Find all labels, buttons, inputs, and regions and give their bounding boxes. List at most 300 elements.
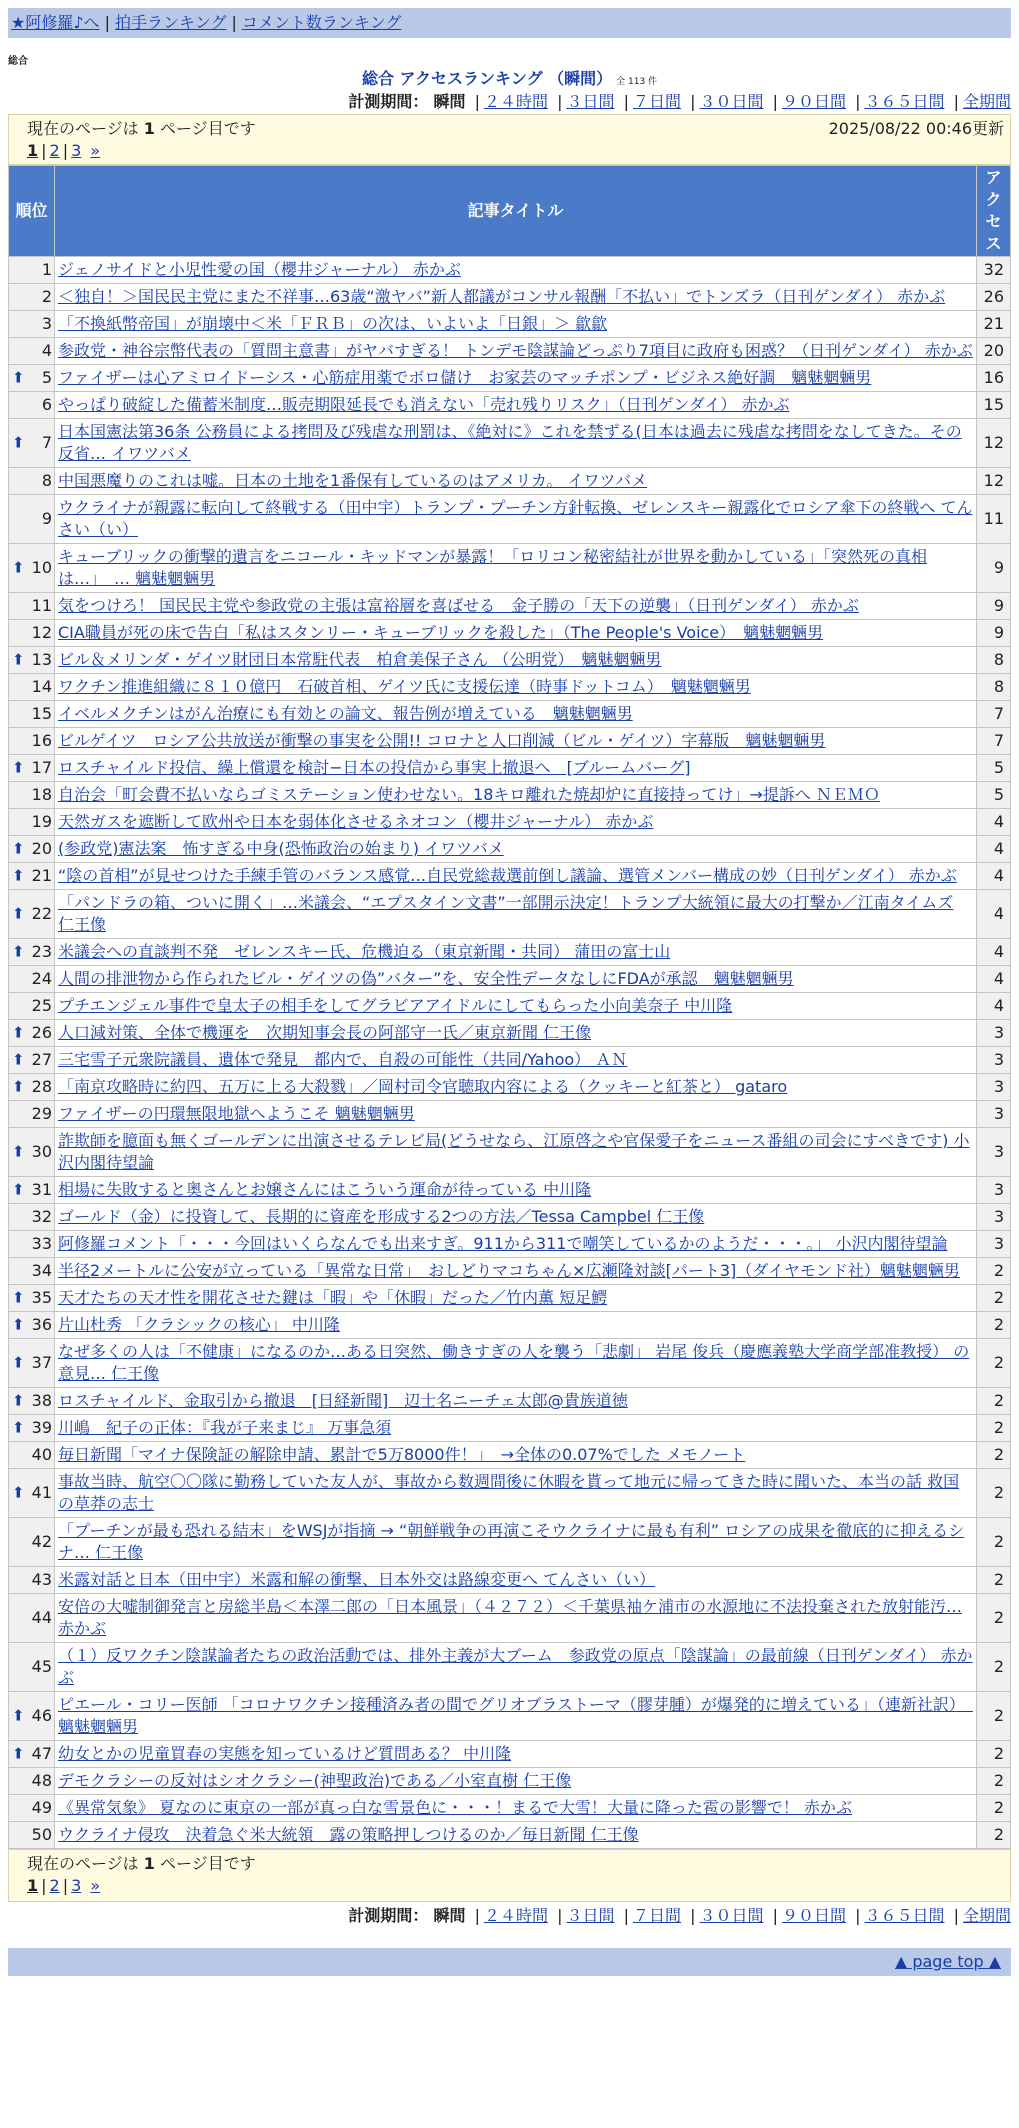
article-link[interactable]: 「南京攻略時に約四、五万に上る大殺戮」／岡村司令官聴取内容による（クッキーと紅茶と） gataro <box>58 1077 788 1096</box>
title-cell <box>55 468 977 495</box>
access-count: 26 <box>977 284 1011 311</box>
article-link[interactable]: (参政党)憲法案 怖すぎる中身(恐怖政治の始まり) イワツバメ <box>58 839 504 858</box>
title-cell <box>55 1312 977 1339</box>
table-row <box>9 1074 1011 1101</box>
article-link[interactable]: 参政党・神谷宗幣代表の「質問主意書」がヤバすぎる！ トンデモ陰謀論どっぷり7項目に政府も困惑？（日刊ゲンダイ） 赤かぶ <box>58 341 973 360</box>
article-link[interactable]: プチエンジェル事件で皇太子の相手をしてグラビアアイドルにしてもらった小向美奈子 中川隆 <box>58 996 733 1015</box>
rank-number: 40 <box>31 1445 52 1464</box>
page-3-link[interactable]: 3 <box>71 1876 82 1895</box>
article-link[interactable]: CIA職員が死の床で告白「私はスタンリー・キューブリックを殺した」（The People's Voice） 魑魅魍魎男 <box>58 623 824 642</box>
article-link[interactable]: 気をつけろ！ 国民民主党や参政党の主張は富裕層を喜ばせる 金子勝の「天下の逆襲」（日刊ゲンダイ） 赤かぶ <box>58 596 859 615</box>
article-link[interactable]: ロスチャイルド投信、繰上償還を検討−日本の投信から事実上撤退へ [ブルームバーグ] <box>58 758 691 777</box>
article-link[interactable]: 「プーチンが最も恐れる結末」をWSJが指摘 → “朝鮮戦争の再演こそウクライナに最も有利” ロシアの成果を徹底的に抑えるシナ… 仁王像 <box>58 1521 965 1562</box>
rank-cell <box>9 338 55 365</box>
rank-cell <box>9 1442 55 1469</box>
title-cell <box>55 674 977 701</box>
rank-number: 12 <box>31 623 52 642</box>
title-cell <box>55 647 977 674</box>
rank-up-arrow-icon: ⬆ <box>12 839 25 858</box>
rank-number: 38 <box>31 1391 52 1410</box>
access-count: 3 <box>977 1020 1011 1047</box>
access-count: 2 <box>977 1469 1011 1518</box>
period-link-90d[interactable]: ９０日間 <box>781 92 846 111</box>
table-row <box>9 1594 1011 1643</box>
site-home-link[interactable]: ★阿修羅♪へ <box>11 13 100 32</box>
rank-up-arrow-icon: ⬆ <box>12 1706 25 1725</box>
table-row <box>9 755 1011 782</box>
period-link-365d[interactable]: ３６５日間 <box>864 92 945 111</box>
rank-up-arrow-icon: ⬆ <box>12 433 25 452</box>
rank-number: 18 <box>31 785 52 804</box>
table-row <box>9 1285 1011 1312</box>
article-link[interactable]: ファイザーは心アミロイドーシス・心筋症用薬でボロ儲け お家芸のマッチポンプ・ビジネス絶好調 魑魅魍魎男 <box>58 368 872 387</box>
rank-cell <box>9 1469 55 1518</box>
rank-number: 34 <box>31 1261 52 1280</box>
article-link[interactable]: 詐欺師を臆面も無くゴールデンに出演させるテレビ局(どうせなら、江原啓之や官保愛子をニュース番組の司会にすべきです) 小沢内閣待望論 <box>58 1131 970 1172</box>
access-count: 2 <box>977 1822 1011 1849</box>
access-count: 4 <box>977 966 1011 993</box>
rank-number: 11 <box>31 596 52 615</box>
access-count: 3 <box>977 1231 1011 1258</box>
access-count: 4 <box>977 939 1011 966</box>
table-row <box>9 809 1011 836</box>
title-cell <box>55 365 977 392</box>
title-cell <box>55 1594 977 1643</box>
rank-number: 28 <box>31 1077 52 1096</box>
article-link[interactable]: ビルゲイツ ロシア公共放送が衝撃の事実を公開!! コロナと人口削減（ビル・ゲイツ）字幕版 魑魅魍魎男 <box>58 731 826 750</box>
title-cell <box>55 1643 977 1692</box>
access-count: 2 <box>977 1312 1011 1339</box>
title-cell <box>55 1768 977 1795</box>
access-count: 3 <box>977 1074 1011 1101</box>
article-link[interactable]: 中国悪魔りのこれは嘘。日本の土地を1番保有しているのはアメリカ。 イワツバメ <box>58 471 648 490</box>
total-count: 全 113 件 <box>616 77 658 87</box>
rank-cell <box>9 1388 55 1415</box>
table-row <box>9 1231 1011 1258</box>
next-page-link[interactable]: » <box>90 141 101 160</box>
title-cell <box>55 701 977 728</box>
table-row <box>9 338 1011 365</box>
rank-cell <box>9 1339 55 1388</box>
rank-up-arrow-icon: ⬆ <box>12 1142 25 1161</box>
table-row <box>9 674 1011 701</box>
period-link-3d[interactable]: ３日間 <box>566 92 615 111</box>
title-cell <box>55 755 977 782</box>
article-link[interactable]: 天然ガスを遮断して欧州や日本を弱体化させるネオコン（櫻井ジャーナル） 赤かぶ <box>58 812 654 831</box>
table-row <box>9 1047 1011 1074</box>
rank-cell <box>9 966 55 993</box>
article-link[interactable]: ビル＆メリンダ・ゲイツ財団日本常駐代表 柏倉美保子さん （公明党） 魑魅魍魎男 <box>58 650 662 669</box>
comment-ranking-link[interactable]: コメント数ランキング <box>241 13 402 32</box>
title-cell <box>55 1074 977 1101</box>
period-link-all[interactable]: 全期間 <box>962 92 1011 111</box>
ranking-table <box>8 165 1011 1849</box>
article-link[interactable]: （１）反ワクチン陰謀論者たちの政治活動では、排外主義が大ブーム 参政党の原点「陰謀論」の最前線（日刊ゲンダイ） 赤かぶ <box>58 1646 973 1687</box>
access-count: 15 <box>977 392 1011 419</box>
rank-up-arrow-icon: ⬆ <box>12 1023 25 1042</box>
rank-cell <box>9 1594 55 1643</box>
article-link[interactable]: 阿修羅コメント「・・・今回はいくらなんでも出来すぎ。911から311で嘲笑しているかのようだ・・・。」 小沢内閣待望論 <box>58 1234 948 1253</box>
period-current: 瞬間 <box>433 92 466 111</box>
rank-up-arrow-icon: ⬆ <box>12 1288 25 1307</box>
access-count: 2 <box>977 1768 1011 1795</box>
rank-cell <box>9 1312 55 1339</box>
title-cell <box>55 284 977 311</box>
period-link-24h[interactable]: ２４時間 <box>483 92 548 111</box>
next-page-link[interactable]: » <box>90 1876 101 1895</box>
table-row <box>9 836 1011 863</box>
table-row <box>9 1258 1011 1285</box>
article-link[interactable]: 幼女とかの児童買春の実態を知っているけど質問ある？ 中川隆 <box>58 1744 512 1763</box>
rank-cell <box>9 257 55 284</box>
period-label: 計測期間： <box>348 1906 429 1925</box>
access-count: 12 <box>977 419 1011 468</box>
access-count: 2 <box>977 1442 1011 1469</box>
article-link[interactable]: 事故当時、航空〇〇隊に勤務していた友人が、事故から数週間後に休暇を貰って地元に帰ってきた時に聞いた、本当の話 救国の草莽の志士 <box>58 1472 960 1513</box>
article-link[interactable]: ウクライナが親露に転向して終戦する（田中宇）トランプ・プーチン方針転換、ゼレンスキー親露化でロシア傘下の終戦へ てんさい（い） <box>58 498 973 539</box>
page-3-link[interactable]: 3 <box>71 141 82 160</box>
title-cell <box>55 1285 977 1312</box>
rank-number: 8 <box>41 471 52 490</box>
access-count: 2 <box>977 1339 1011 1388</box>
table-row <box>9 1101 1011 1128</box>
article-link[interactable]: ウクライナ侵攻 決着急ぐ米大統領 露の策略押しつけるのか／毎日新聞 仁王像 <box>58 1825 639 1844</box>
rank-cell <box>9 1822 55 1849</box>
title-cell <box>55 939 977 966</box>
rank-cell <box>9 1020 55 1047</box>
rank-cell <box>9 1518 55 1567</box>
rank-number: 30 <box>31 1142 52 1161</box>
rank-up-arrow-icon: ⬆ <box>12 942 25 961</box>
table-row <box>9 365 1011 392</box>
article-link[interactable]: なぜ多くの人は「不健康」になるのか…ある日突然、働きすぎの人を襲う「悲劇」 岩尾 俊兵（慶應義塾大学商学部准教授） の意見… 仁王像 <box>58 1342 970 1383</box>
current-page-text: 現在のページは 1 ページ目です <box>27 1854 256 1873</box>
rank-number: 13 <box>31 650 52 669</box>
access-count: 4 <box>977 890 1011 939</box>
rank-number: 5 <box>41 368 52 387</box>
access-count: 2 <box>977 1388 1011 1415</box>
rank-cell <box>9 993 55 1020</box>
title-cell <box>55 1567 977 1594</box>
period-link-30d[interactable]: ３０日間 <box>699 92 764 111</box>
table-row <box>9 284 1011 311</box>
rank-cell <box>9 728 55 755</box>
rank-number: 21 <box>31 866 52 885</box>
title-cell <box>55 1388 977 1415</box>
rank-cell <box>9 284 55 311</box>
article-link[interactable]: ジェノサイドと小児性愛の国（櫻井ジャーナル） 赤かぶ <box>58 260 461 279</box>
title-cell <box>55 392 977 419</box>
article-link[interactable]: デモクラシーの反対はシオクラシー(神聖政治)である／小室直樹 仁王像 <box>58 1771 572 1790</box>
article-link[interactable]: 天才たちの天才性を開花させた鍵は「暇」や「休暇」だった／竹内薫 短足鰐 <box>58 1288 608 1307</box>
table-row <box>9 419 1011 468</box>
rank-up-arrow-icon: ⬆ <box>12 1391 25 1410</box>
title-cell <box>55 1020 977 1047</box>
title-cell <box>55 836 977 863</box>
table-row <box>9 1415 1011 1442</box>
rank-cell <box>9 1101 55 1128</box>
article-link[interactable]: 自治会「町会費不払いならゴミステーション使わせない。18キロ離れた焼却炉に直接持ってけ」→提訴へ ＮＥＭＯ <box>58 785 880 804</box>
title-cell <box>55 1442 977 1469</box>
title-header: 記事タイトル <box>55 166 977 257</box>
title-cell <box>55 1047 977 1074</box>
access-count: 32 <box>977 257 1011 284</box>
period-link-3d[interactable]: ３日間 <box>566 1906 615 1925</box>
title-cell <box>55 1339 977 1388</box>
rank-cell <box>9 890 55 939</box>
title-cell <box>55 809 977 836</box>
access-count: 2 <box>977 1692 1011 1741</box>
rank-cell <box>9 544 55 593</box>
rank-up-arrow-icon: ⬆ <box>12 1180 25 1199</box>
table-row <box>9 1177 1011 1204</box>
period-link-365d[interactable]: ３６５日間 <box>864 1906 945 1925</box>
table-row <box>9 495 1011 544</box>
rank-number: 31 <box>31 1180 52 1199</box>
rank-up-arrow-icon: ⬆ <box>12 1315 25 1334</box>
rank-number: 9 <box>41 509 52 528</box>
article-link[interactable]: ピエール・コリー医師 「コロナワクチン接種済み者の間でグリオブラストーマ（膠芽腫）が爆発的に増えている」（連新社訳） 魑魅魍魎男 <box>58 1695 973 1736</box>
article-link[interactable]: ロスチャイルド、金取引から撤退 [日経新聞] 辺士名ニーチェ太郎@貴族道徳 <box>58 1391 628 1410</box>
title-cell <box>55 993 977 1020</box>
rank-number: 10 <box>31 558 52 577</box>
rank-cell <box>9 1285 55 1312</box>
article-link[interactable]: 人口減対策、全体で機運を 次期知事会長の阿部守一氏／東京新聞 仁王像 <box>58 1023 592 1042</box>
title-cell <box>55 863 977 890</box>
rank-number: 29 <box>31 1104 52 1123</box>
title-cell <box>55 311 977 338</box>
rank-cell <box>9 1204 55 1231</box>
title-cell <box>55 593 977 620</box>
title-cell <box>55 338 977 365</box>
table-row <box>9 1442 1011 1469</box>
rank-up-arrow-icon: ⬆ <box>12 1353 25 1372</box>
title-cell <box>55 1822 977 1849</box>
access-count: 9 <box>977 544 1011 593</box>
access-count: 2 <box>977 1795 1011 1822</box>
access-count: 3 <box>977 1177 1011 1204</box>
rank-number: 17 <box>31 758 52 777</box>
rank-number: 37 <box>31 1353 52 1372</box>
pagination: 1 | 2 | 3 » <box>27 141 101 160</box>
table-row <box>9 863 1011 890</box>
rank-number: 39 <box>31 1418 52 1437</box>
title-cell <box>55 890 977 939</box>
rank-up-arrow-icon: ⬆ <box>12 1483 25 1502</box>
rank-number: 44 <box>31 1608 52 1627</box>
rank-cell <box>9 365 55 392</box>
article-link[interactable]: ゴールド（金）に投資して、長期的に資産を形成する2つの方法／Tessa Campbel 仁王像 <box>58 1207 705 1226</box>
article-link[interactable]: キューブリックの衝撃的遺言をニコール・キッドマンが暴露！「ロリコン秘密結社が世界を動かしている」「突然死の真相は…」 … 魑魅魍魎男 <box>58 547 927 588</box>
rank-number: 48 <box>31 1771 52 1790</box>
period-link-all[interactable]: 全期間 <box>962 1906 1011 1925</box>
access-count: 4 <box>977 809 1011 836</box>
rank-cell <box>9 701 55 728</box>
category-label: 総合 <box>8 56 28 67</box>
rank-cell <box>9 495 55 544</box>
access-count: 9 <box>977 593 1011 620</box>
access-count: 2 <box>977 1741 1011 1768</box>
article-link[interactable]: イベルメクチンはがん治療にも有効との論文、報告例が増えている 魑魅魍魎男 <box>58 704 633 723</box>
title-cell <box>55 1231 977 1258</box>
rank-up-arrow-icon: ⬆ <box>12 866 25 885</box>
rank-number: 25 <box>31 996 52 1015</box>
period-link-90d[interactable]: ９０日間 <box>781 1906 846 1925</box>
table-row <box>9 257 1011 284</box>
page-info-top <box>8 114 1011 165</box>
table-row <box>9 1518 1011 1567</box>
table-row <box>9 1469 1011 1518</box>
table-row <box>9 1312 1011 1339</box>
title-cell <box>55 1415 977 1442</box>
rank-number: 1 <box>41 260 52 279</box>
article-link[interactable]: 毎日新聞「マイナ保険証の解除申請、累計で5万8000件！」 →全体の0.07%でした メモノート <box>58 1445 746 1464</box>
article-link[interactable]: 川嶋 紀子の正体：『我が子来まじ』 万事急須 <box>58 1418 392 1437</box>
rank-number: 4 <box>41 341 52 360</box>
title-cell <box>55 1177 977 1204</box>
rank-cell <box>9 593 55 620</box>
page-1-current: 1 <box>27 141 39 160</box>
rank-cell <box>9 1177 55 1204</box>
title-cell <box>55 1258 977 1285</box>
rank-cell <box>9 1074 55 1101</box>
rank-cell <box>9 647 55 674</box>
rank-number: 26 <box>31 1023 52 1042</box>
period-selector-bottom: 計測期間： 瞬間 | ２４時間 | ３日間 | ７日間 | ３０日間 | ９０日間 | ３６５日間 | 全期間 <box>348 1906 1011 1925</box>
rank-number: 24 <box>31 969 52 988</box>
title-cell <box>55 1795 977 1822</box>
table-row <box>9 1204 1011 1231</box>
article-link[interactable]: ワクチン推進組織に８１０億円 石破首相、ゲイツ氏に支援伝達（時事ドットコム） 魑魅魍魎男 <box>58 677 751 696</box>
access-count: 4 <box>977 836 1011 863</box>
access-count: 5 <box>977 755 1011 782</box>
article-link[interactable]: “陰の首相”が見せつけた手練手管のバランス感覚…自民党総裁選前倒し議論、選管メンバー構成の妙（日刊ゲンダイ） 赤かぶ <box>58 866 957 885</box>
access-count: 7 <box>977 701 1011 728</box>
article-link[interactable]: 日本国憲法第36条 公務員による拷問及び残虐な刑罰は、《絶対に》これを禁ずる(日本は過去に残虐な拷問をなしてきた。その反省… イワツバメ <box>58 422 962 463</box>
table-row <box>9 392 1011 419</box>
article-link[interactable]: 《異常気象》 夏なのに東京の一部が真っ白な雪景色に・・・！まるで大雪！大量に降った雹の影響で！ 赤かぶ <box>58 1798 853 1817</box>
rank-cell <box>9 674 55 701</box>
rank-up-arrow-icon: ⬆ <box>12 650 25 669</box>
rank-number: 43 <box>31 1570 52 1589</box>
title-cell <box>55 782 977 809</box>
rank-cell <box>9 863 55 890</box>
table-row <box>9 1822 1011 1849</box>
period-link-7d[interactable]: ７日間 <box>632 92 681 111</box>
rank-number: 50 <box>31 1825 52 1844</box>
title-cell <box>55 1469 977 1518</box>
period-current: 瞬間 <box>433 1906 466 1925</box>
table-row <box>9 647 1011 674</box>
access-count: 2 <box>977 1643 1011 1692</box>
rank-number: 22 <box>31 904 52 923</box>
rank-number: 16 <box>31 731 52 750</box>
article-link[interactable]: 人間の排泄物から作られたビル・ゲイツの偽”バター”を、安全性データなしにFDAが承認 魑魅魍魎男 <box>58 969 794 988</box>
updated-time: 2025/08/22 00:46更新 <box>828 119 1004 138</box>
clap-ranking-link[interactable]: 拍手ランキング <box>114 13 227 32</box>
rank-cell <box>9 1047 55 1074</box>
article-link[interactable]: 米露対話と日本（田中宇）米露和解の衝撃、日本外交は路線変更へ てんさい（い） <box>58 1570 656 1589</box>
rank-number: 2 <box>41 287 52 306</box>
pagination: 1 | 2 | 3 » <box>27 1876 101 1895</box>
table-row <box>9 1567 1011 1594</box>
page-2-link[interactable]: 2 <box>49 141 60 160</box>
period-link-30d[interactable]: ３０日間 <box>699 1906 764 1925</box>
article-link[interactable]: ファイザーの円環無限地獄へようこそ 魑魅魍魎男 <box>58 1104 415 1123</box>
rank-number: 47 <box>31 1744 52 1763</box>
article-link[interactable]: 安倍の大嘘制御発言と房総半島＜本澤二郎の「日本風景」（４２７２）＜千葉県袖ケ浦市の水源地に不法投棄された放射能汚… 赤かぶ <box>58 1597 963 1638</box>
rank-up-arrow-icon: ⬆ <box>12 1744 25 1763</box>
title-cell <box>55 1692 977 1741</box>
table-row <box>9 544 1011 593</box>
access-count: 4 <box>977 863 1011 890</box>
rank-number: 32 <box>31 1207 52 1226</box>
access-header: アクセス <box>977 166 1011 257</box>
table-row <box>9 1128 1011 1177</box>
rank-cell <box>9 782 55 809</box>
article-link[interactable]: ＜独自！＞国民民主党にまた不祥事…63歳“激ヤバ”新人都議がコンサル報酬「不払い」でトンズラ（日刊ゲンダイ） 赤かぶ <box>58 287 946 306</box>
access-count: 21 <box>977 311 1011 338</box>
rank-cell <box>9 419 55 468</box>
title-cell <box>55 544 977 593</box>
access-count: 4 <box>977 993 1011 1020</box>
access-count: 9 <box>977 620 1011 647</box>
article-link[interactable]: 「不換紙幣帝国」が崩壊中＜米「ＦＲＢ」の次は、いよいよ「日銀」＞ 歙歙 <box>58 314 608 333</box>
rank-number: 14 <box>31 677 52 696</box>
access-count: 11 <box>977 495 1011 544</box>
title-cell <box>55 1128 977 1177</box>
article-link[interactable]: 半径2メートルに公安が立っている「異常な日常」 おしどりマコちゃん×広瀬隆対談[パート3]（ダイヤモンド社）魑魅魍魎男 <box>58 1261 960 1280</box>
title-cell <box>55 728 977 755</box>
table-row <box>9 1643 1011 1692</box>
top-nav-bar <box>8 8 1011 38</box>
rank-number: 36 <box>31 1315 52 1334</box>
article-link[interactable]: 三宅雪子元衆院議員、遺体で発見 都内で、自殺の可能性（共同/Yahoo） ＡＮ <box>58 1050 628 1069</box>
table-row <box>9 939 1011 966</box>
rank-up-arrow-icon: ⬆ <box>12 904 25 923</box>
rank-number: 19 <box>31 812 52 831</box>
page-2-link[interactable]: 2 <box>49 1876 60 1895</box>
period-selector-top: 計測期間： 瞬間 | ２４時間 | ３日間 | ７日間 | ３０日間 | ９０日間 | ３６５日間 | 全期間 <box>348 92 1011 111</box>
article-link[interactable]: やっぱり破綻した備蓄米制度…販売期限延長でも消えない「売れ残りリスク」（日刊ゲンダイ） 赤かぶ <box>58 395 790 414</box>
current-page-text: 現在のページは 1 ページ目です <box>27 119 256 138</box>
table-row <box>9 1020 1011 1047</box>
access-count: 3 <box>977 1047 1011 1074</box>
rank-cell <box>9 1128 55 1177</box>
access-count: 5 <box>977 782 1011 809</box>
article-link[interactable]: 片山杜秀 「クラシックの核心」 中川隆 <box>58 1315 340 1334</box>
rank-cell <box>9 1741 55 1768</box>
period-link-24h[interactable]: ２４時間 <box>483 1906 548 1925</box>
rank-up-arrow-icon: ⬆ <box>12 1050 25 1069</box>
article-link[interactable]: 「パンドラの箱、ついに開く」…米議会、“エプスタイン文書”一部開示決定！トランプ大統領に最大の打撃か／江南タイムズ 仁王像 <box>58 893 954 934</box>
page-title <box>0 68 1019 90</box>
rank-number: 46 <box>31 1706 52 1725</box>
title-cell <box>55 620 977 647</box>
rank-cell <box>9 1768 55 1795</box>
rank-number: 33 <box>31 1234 52 1253</box>
rank-cell <box>9 468 55 495</box>
article-link[interactable]: 相場に失敗すると奥さんとお嬢さんにはこういう運命が待っている 中川隆 <box>58 1180 592 1199</box>
ranking-title: 総合 アクセスランキング （瞬間） <box>361 69 613 88</box>
page-top-link[interactable]: ▲ page top ▲ <box>894 1952 1001 1971</box>
article-link[interactable]: 米議会への直談判不発 ゼレンスキー氏、危機迫る（東京新聞・共同） 蒲田の富士山 <box>58 942 671 961</box>
table-row <box>9 468 1011 495</box>
rank-cell <box>9 939 55 966</box>
access-count: 12 <box>977 468 1011 495</box>
rank-up-arrow-icon: ⬆ <box>12 558 25 577</box>
period-link-7d[interactable]: ７日間 <box>632 1906 681 1925</box>
